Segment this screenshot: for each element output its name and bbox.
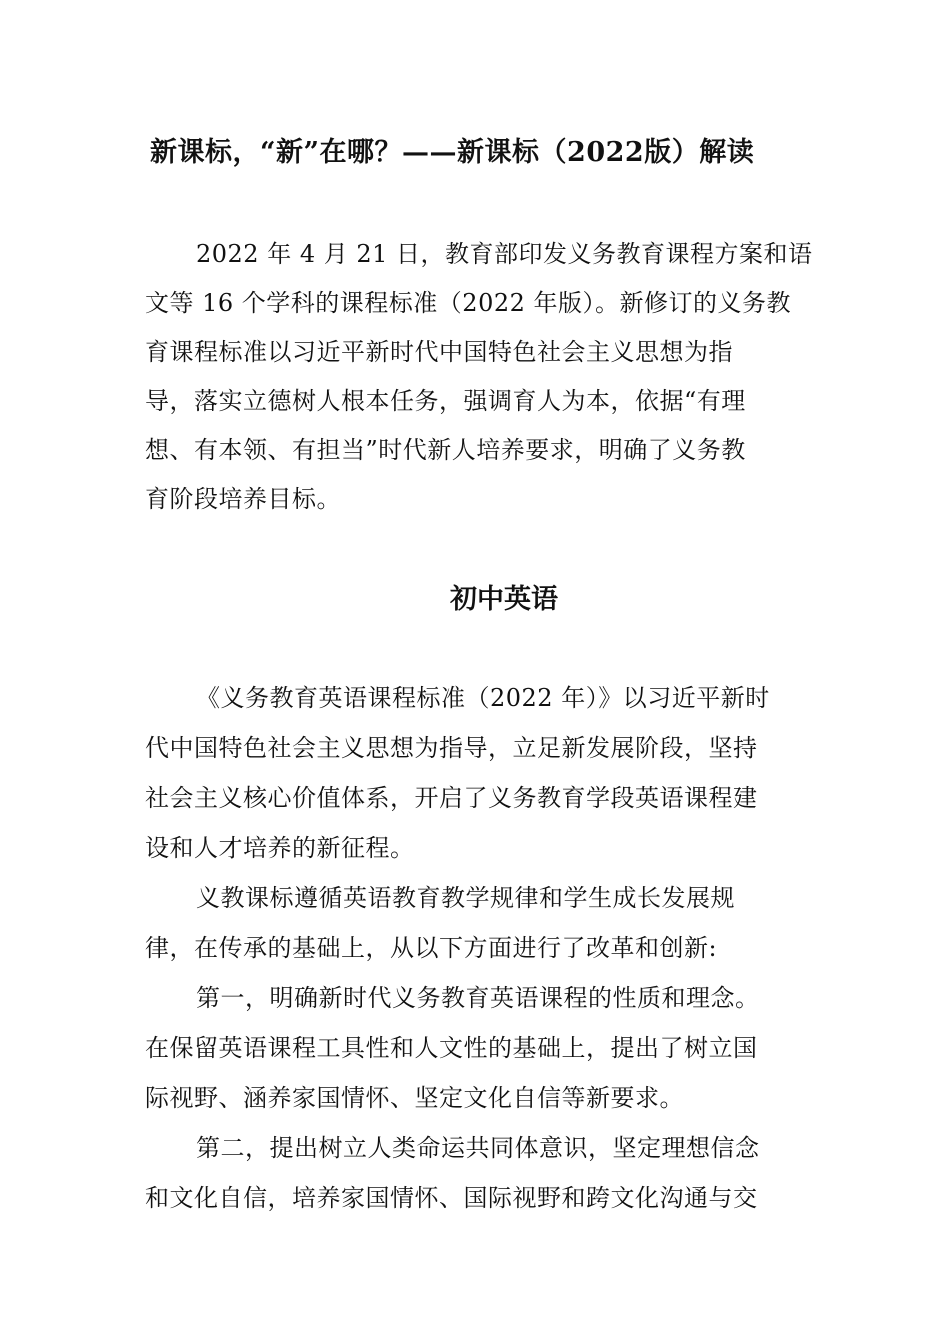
section-line: 际视野、涵养家国情怀、坚定文化自信等新要求。 bbox=[145, 1084, 684, 1112]
section-line: 代中国特色社会主义思想为指导，立足新发展阶段，坚持 bbox=[145, 734, 758, 762]
section-line: 第一，明确新时代义务教育英语课程的性质和理念。 bbox=[196, 984, 760, 1012]
intro-line: 2022 年 4 月 21 日，教育部印发义务教育课程方案和语 bbox=[196, 240, 813, 268]
intro-line: 文等 16 个学科的课程标准（2022 年版）。新修订的义务教 bbox=[145, 289, 792, 317]
section-line: 在保留英语课程工具性和人文性的基础上，提出了树立国 bbox=[145, 1034, 758, 1062]
intro-line: 育课程标准以习近平新时代中国特色社会主义思想为指 bbox=[145, 338, 733, 366]
section-line: 和文化自信，培养家国情怀、国际视野和跨文化沟通与交 bbox=[145, 1184, 758, 1212]
section-line: 《义务教育英语课程标准（2022 年）》以习近平新时 bbox=[196, 684, 770, 712]
intro-line: 想、有本领、有担当”时代新人培养要求，明确了义务教 bbox=[145, 436, 746, 464]
intro-line: 育阶段培养目标。 bbox=[145, 485, 341, 513]
section-heading: 初中英语 bbox=[450, 584, 558, 615]
document-title: 新课标，“新”在哪？——新课标（2022版）解读 bbox=[150, 137, 755, 168]
section-line: 第二，提出树立人类命运共同体意识，坚定理想信念 bbox=[196, 1134, 760, 1162]
intro-line: 导，落实立德树人根本任务，强调育人为本，依据“有理 bbox=[145, 387, 746, 415]
section-line: 义教课标遵循英语教育教学规律和学生成长发展规 bbox=[196, 884, 735, 912]
section-line: 设和人才培养的新征程。 bbox=[145, 834, 415, 862]
section-line: 社会主义核心价值体系，开启了义务教育学段英语课程建 bbox=[145, 784, 758, 812]
section-line: 律，在传承的基础上，从以下方面进行了改革和创新: bbox=[145, 934, 718, 962]
